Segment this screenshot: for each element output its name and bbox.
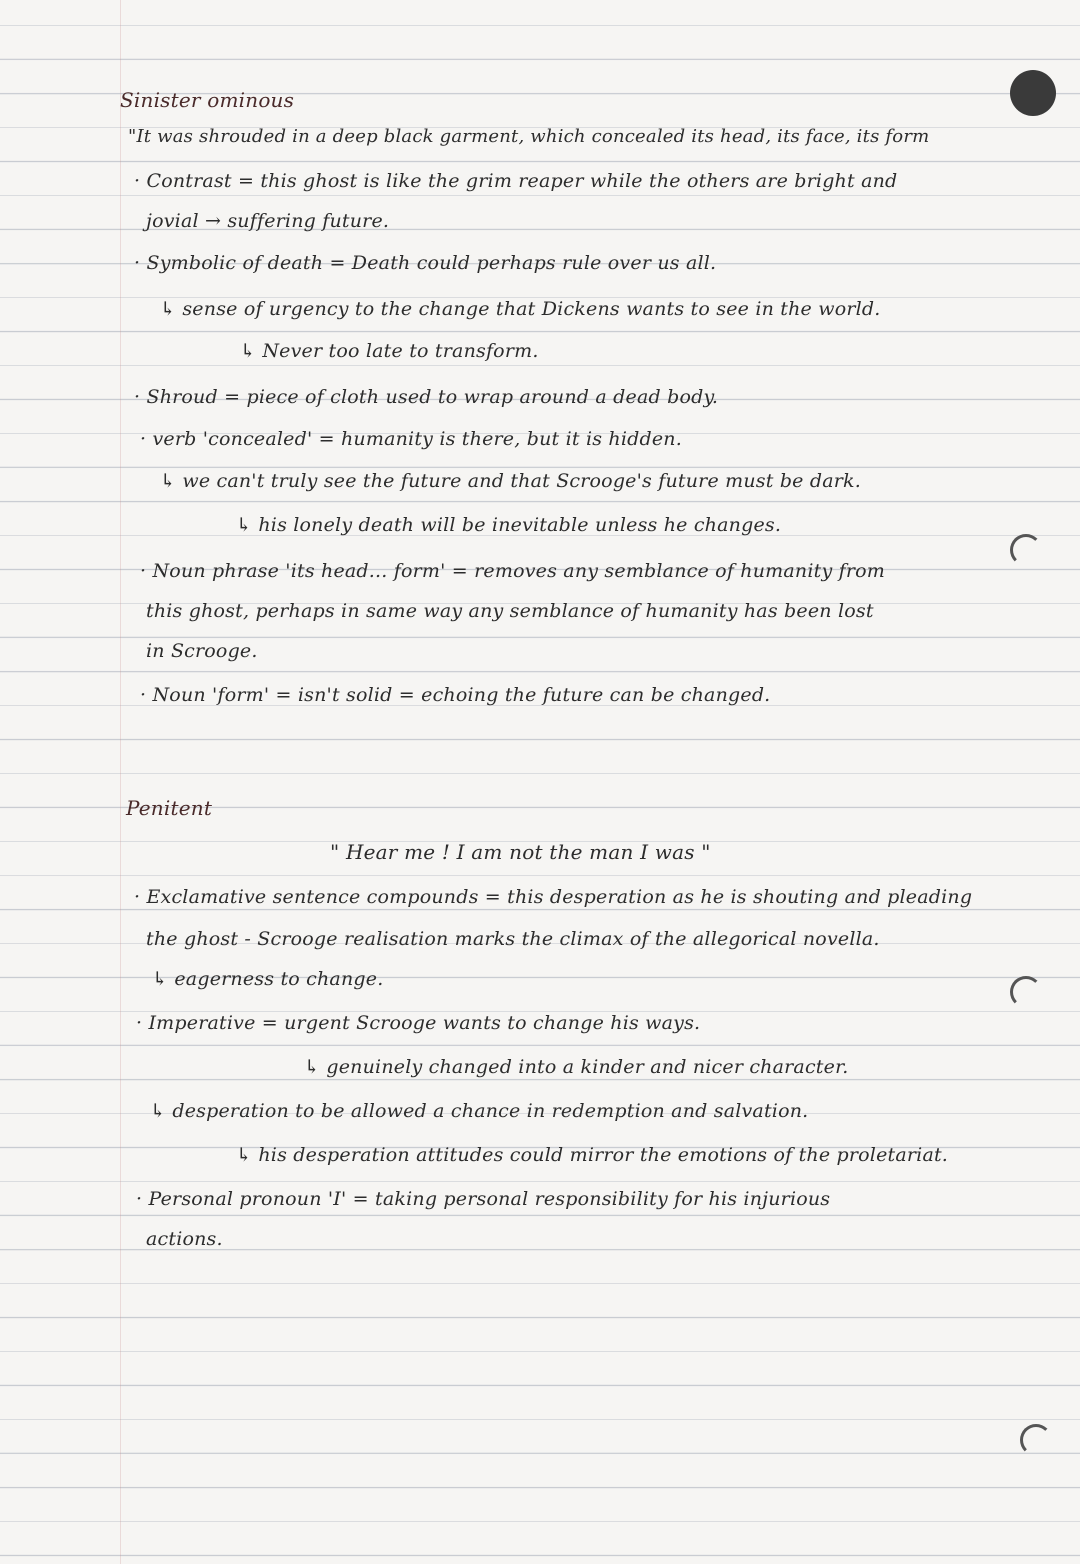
note-line: ↳ desperation to be allowed a chance in redemption and salvation. <box>150 1100 809 1122</box>
note-line: ↳ his desperation attitudes could mirror the emotions of the proletariat. <box>236 1144 949 1166</box>
quote-text: "It was shrouded in a deep black garment, which concealed its head, its face, its form <box>128 126 930 147</box>
note-line: ↳ genuinely changed into a kinder and nicer character. <box>304 1056 849 1078</box>
note-line: actions. <box>146 1228 223 1250</box>
note-line: ↳ eagerness to change. <box>152 968 384 990</box>
punch-hole-mid-1 <box>1010 534 1042 566</box>
section-heading: Penitent <box>126 796 213 820</box>
note-line: in Scrooge. <box>146 640 258 662</box>
punch-hole-top <box>1010 70 1056 116</box>
note-line: · Exclamative sentence compounds = this desperation as he is shouting and pleading <box>134 886 973 908</box>
note-line: ↳ Never too late to transform. <box>240 340 539 362</box>
note-line: jovial → suffering future. <box>146 210 390 232</box>
note-line: ↳ we can't truly see the future and that Scrooge's future must be dark. <box>160 470 861 492</box>
note-line: this ghost, perhaps in same way any semblance of humanity has been lost <box>146 600 874 622</box>
quote-text: " Hear me ! I am not the man I was " <box>330 840 711 864</box>
note-line: ↳ his lonely death will be inevitable unless he changes. <box>236 514 782 536</box>
note-line: · Noun 'form' = isn't solid = echoing the future can be changed. <box>140 684 771 706</box>
punch-hole-mid-2 <box>1010 976 1042 1008</box>
note-line: · Noun phrase 'its head... form' = removes any semblance of humanity from <box>140 560 885 582</box>
note-line: · Imperative = urgent Scrooge wants to change his ways. <box>136 1012 701 1034</box>
note-line: · Contrast = this ghost is like the grim reaper while the others are bright and <box>134 170 898 192</box>
note-line: · verb 'concealed' = humanity is there, but it is hidden. <box>140 428 682 450</box>
section-heading: Sinister ominous <box>120 88 295 112</box>
margin-line <box>120 0 121 1564</box>
note-line: · Personal pronoun 'I' = taking personal responsibility for his injurious <box>136 1188 831 1210</box>
note-line: · Symbolic of death = Death could perhaps rule over us all. <box>134 252 717 274</box>
punch-hole-bottom <box>1020 1424 1052 1456</box>
note-line: · Shroud = piece of cloth used to wrap around a dead body. <box>134 386 719 408</box>
note-line: ↳ sense of urgency to the change that Dickens wants to see in the world. <box>160 298 881 320</box>
note-line: the ghost - Scrooge realisation marks the climax of the allegorical novella. <box>146 928 880 950</box>
